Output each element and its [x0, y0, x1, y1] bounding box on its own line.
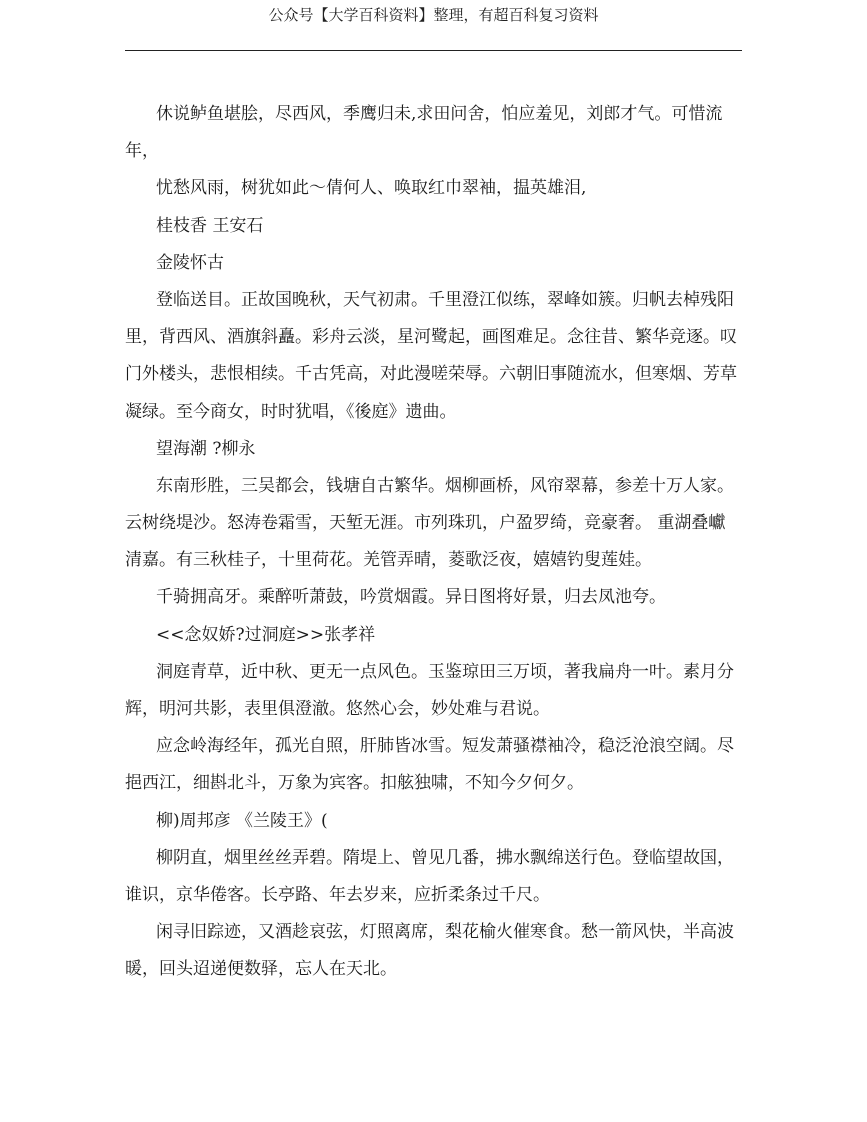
text-line: 年， [125, 141, 159, 162]
text-line: 洞庭青草，近中秋、更无一点风色。玉鉴琼田三万顷，著我扁舟一叶。素月分 [156, 661, 734, 682]
text-line: 暖，回头迢递便数驿，忘人在天北。 [125, 959, 397, 980]
text-line: 千骑拥高牙。乘醉听萧鼓，吟赏烟霞。异日图将好景，归去凤池夸。 [156, 587, 666, 608]
text-line: 休说鲈鱼堪脍，尽西风，季鹰归未,求田问舍，怕应羞见，刘郎才气。可惜流 [156, 104, 723, 124]
text-line: 闲寻旧踪迹，又酒趁哀弦，灯照离席，梨花榆火催寒食。愁一箭风快，半高波 [156, 922, 734, 943]
text-line: 望海潮 ?柳永 [156, 438, 256, 459]
text-line: 东南形胜，三吴都会，钱塘自古繁华。烟柳画桥，风帘翠幕，参差十万人家。 [156, 475, 734, 496]
page-header: 公众号【大学百科资料】整理，有超百科复习资料 [268, 6, 599, 24]
document-body [125, 96, 745, 989]
text-line: 应念岭海经年，孤光自照，肝肺皆冰雪。短发萧骚襟袖冷，稳泛沧浪空阔。尽 [156, 736, 734, 757]
text-line: 凝绿。至今商女，时时犹唱，《後庭》遗曲。 [125, 401, 457, 422]
text-line: <<念奴娇?过洞庭>>张孝祥 [156, 624, 376, 645]
text-line: 柳阴直，烟里丝丝弄碧。隋堤上、曾见几番，拂水飘绵送行色。登临望故国， [156, 847, 734, 868]
text-line: 柳)周邦彦 《兰陵王》( [156, 810, 328, 831]
text-line: 桂枝香 王安石 [156, 215, 264, 236]
header-divider [125, 50, 742, 51]
text-line: 里，背西风、酒旗斜矗。彩舟云淡，星河鹭起，画图难足。念往昔、繁华竞逐。叹 [125, 327, 737, 348]
text-line: 金陵怀古 [156, 252, 224, 273]
text-line: 忧愁风雨，树犹如此～倩何人、唤取红巾翠袖，揾英雄泪, [156, 178, 587, 199]
text-line: 挹西江，细斟北斗，万象为宾客。扣舷独啸，不知今夕何夕。 [125, 773, 584, 794]
text-line: 谁识，京华倦客。长亭路、年去岁来，应折柔条过千尺。 [125, 884, 550, 905]
text-line: 辉，明河共影，表里俱澄澈。悠然心会，妙处难与君说。 [125, 699, 550, 719]
text-line: 登临送目。正故国晚秋，天气初肃。千里澄江似练，翠峰如簇。归帆去棹残阳 [156, 289, 734, 310]
text-line: 清嘉。有三秋桂子，十里荷花。羌管弄晴，菱歌泛夜，嬉嬉钓叟莲娃。 [125, 550, 652, 571]
text-line: 云树绕堤沙。怒涛卷霜雪，天堑无涯。市列珠玑，户盈罗绮，竞豪奢。 重湖叠巘 [125, 513, 726, 534]
text-line: 门外楼头，悲恨相续。千古凭高，对此漫嗟荣辱。六朝旧事随流水，但寒烟、芳草 [125, 364, 737, 385]
